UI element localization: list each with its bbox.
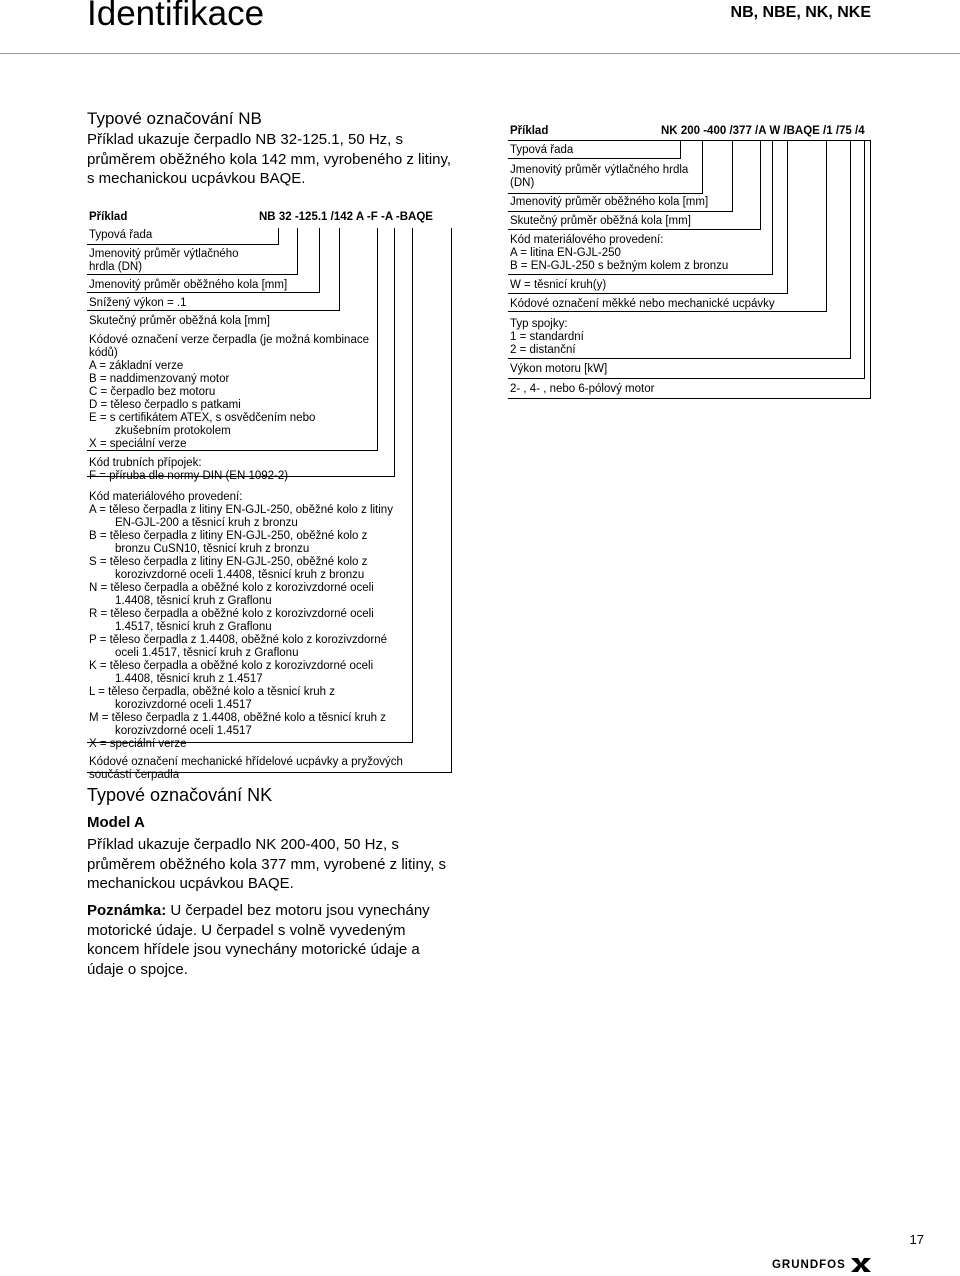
nk-code-part: /BAQE: [783, 125, 820, 137]
nk-code-part: NK: [661, 125, 678, 137]
nb-code: [259, 211, 433, 223]
nk-code-part: /A: [755, 125, 767, 137]
nk-heading: Typové označování NK: [87, 785, 273, 805]
nk-material: A = litina EN-GJL-250: [510, 247, 621, 259]
page-number: 17: [909, 1232, 924, 1247]
nk-intro-line: Příklad ukazuje čerpadlo NK 200-400, 50 Hz, s: [87, 836, 399, 853]
nk-code-part: 200: [680, 125, 701, 137]
nb-material: B = těleso čerpadla z litiny EN-GJL-250, oběžné kolo z: [89, 530, 368, 542]
nk-intro: [87, 835, 446, 894]
nk-dn: (DN): [510, 177, 535, 189]
brand-logo: [772, 1256, 872, 1274]
nk-note-line: motorické údaje. U čerpadel s volně vyvedeným: [87, 921, 406, 939]
nk-wear: W = těsnicí kruh(y): [510, 279, 607, 291]
nb-code-part: 32: [278, 211, 292, 223]
nb-dn: Jmenovitý průměr výtlačného: [89, 248, 239, 260]
nk-model: Model A: [87, 814, 145, 831]
grundfos-x-icon: [850, 1256, 872, 1274]
nb-code-part: A: [355, 211, 364, 223]
nb-code-part: .1: [317, 211, 328, 223]
nb-version: C = čerpadlo bez motoru: [89, 386, 216, 398]
nb-material: L = těleso čerpadla, oběžné kolo a těsnicí kruh z: [89, 686, 336, 698]
nb-version: X = speciální verze: [89, 438, 187, 450]
nk-note-line: údaje o spojce.: [87, 960, 188, 978]
header-rule: [0, 53, 960, 54]
nk-material: Kód materiálového provedení:: [510, 234, 664, 246]
nk-coupling: 2 = distanční: [510, 344, 576, 356]
nb-material: N = těleso čerpadla a oběžné kolo z korozivzdorné oceli: [89, 582, 374, 594]
nb-material: 1.4408, těsnicí kruh z Graflonu: [115, 595, 272, 607]
nk-dn: Jmenovitý průměr výtlačného hrdla: [510, 164, 689, 176]
nk-intro-line: mechanickou ucpávkou BAQE.: [87, 875, 294, 892]
nk-material: B = EN-GJL-250 s bežným kolem z bronzu: [510, 260, 729, 272]
nb-material: M = těleso čerpadla z 1.4408, oběžné kolo a těsnicí kruh z: [89, 712, 386, 724]
nb-material: bronzu CuSN10, těsnicí kruh z bronzu: [115, 543, 310, 555]
nb-version: E = s certifikátem ATEX, s osvědčením nebo: [89, 412, 316, 424]
nb-code-part: /142: [330, 211, 354, 223]
nk-note-line: koncem hřídele jsou vynechány motorické údaje a: [87, 941, 420, 958]
nk-coupling: 1 = standardní: [510, 331, 584, 343]
nb-material: S = těleso čerpadla z litiny EN-GJL-250, oběžné kolo z: [89, 556, 368, 568]
nb-pipe-title: Kód trubních přípojek:: [89, 457, 202, 469]
nk-code: [661, 125, 865, 137]
nk-intro-line: průměrem oběžného kola 377 mm, vyrobené z litiny, s: [87, 855, 447, 873]
nb-material: korozivzdorné oceli 1.4517: [115, 725, 252, 737]
nk-code-part: /75: [835, 125, 852, 137]
nb-dn: hrdla (DN): [89, 261, 143, 273]
nb-version: zkušebním protokolem: [115, 425, 231, 437]
nb-code-part: -F: [366, 211, 378, 223]
nk-coupling: Typ spojky:: [510, 318, 568, 330]
nb-code-part: -BAQE: [395, 211, 433, 223]
nb-intro-line: průměrem oběžného kola 142 mm, vyrobeného z litiny,: [87, 150, 452, 168]
nk-series: Typová řada: [510, 144, 574, 156]
nb-material: korozivzdorné oceli 1.4517: [115, 699, 252, 711]
nb-code-part: -A: [380, 211, 393, 223]
nb-intro-line: s mechanickou ucpávkou BAQE.: [87, 170, 306, 187]
header-models: NB, NBE, NK, NKE: [730, 4, 871, 21]
nk-code-part: -400: [703, 125, 727, 137]
nk-seal: Kódové označení měkké nebo mechanické ucpávky: [510, 298, 775, 310]
nb-version: D = těleso čerpadlo s patkami: [89, 399, 241, 411]
nk-code-part: /377: [729, 125, 752, 137]
nb-labels: [89, 229, 403, 782]
nk-note: [87, 901, 430, 979]
nb-material: oceli 1.4517, těsnicí kruh z Graflonu: [115, 647, 299, 659]
nk-poles: 2- , 4- , nebo 6-pólový motor: [510, 383, 655, 395]
nb-code-part: NB: [259, 211, 276, 223]
nk-nominal-dia: Jmenovitý průměr oběžného kola [mm]: [510, 196, 709, 208]
nb-material: korozivzdorné oceli 1.4408, těsnicí kruh z bronzu: [115, 569, 365, 581]
nb-version-title: kódů): [89, 347, 118, 359]
nb-seal: Kódové označení mechanické hřídelové ucpávky a pryžových: [89, 756, 403, 768]
nb-example-label: Příklad: [89, 211, 128, 223]
nb-material: R = těleso čerpadla a oběžné kolo z korozivzdorné oceli: [89, 608, 374, 620]
nk-code-part: /1: [823, 125, 833, 137]
nb-pipe: F = příruba dle normy DIN (EN 1092-2): [89, 470, 289, 482]
nk-actual-dia: Skutečný průměr oběžná kola [mm]: [510, 215, 691, 227]
nb-intro-line: Příklad ukazuje čerpadlo NB 32-125.1, 50 Hz, s: [87, 131, 404, 148]
nb-version: A = základní verze: [89, 360, 184, 372]
nb-material-title: Kód materiálového provedení:: [89, 491, 243, 503]
nk-power: Výkon motoru [kW]: [510, 363, 608, 375]
nb-material: X = speciální verze: [89, 738, 187, 750]
nb-material: 1.4408, těsnicí kruh z 1.4517: [115, 673, 263, 685]
nb-material: P = těleso čerpadla z 1.4408, oběžné kolo z korozivzdorné: [89, 634, 388, 646]
nb-material: A = těleso čerpadla z litiny EN-GJL-250, oběžné kolo z litiny: [89, 504, 393, 516]
nb-seal: součástí čerpadla: [89, 769, 180, 781]
nk-labels: [510, 144, 775, 396]
nb-actual-dia: Skutečný průměr oběžná kola [mm]: [89, 315, 270, 327]
nb-version-title: Kódové označení verze čerpadla (je možná kombinace: [89, 334, 369, 346]
nk-code-part: /4: [855, 125, 865, 137]
nb-material: 1.4517, těsnicí kruh z Graflonu: [115, 621, 272, 633]
nk-code-part: W: [769, 125, 781, 137]
nb-series: Typová řada: [89, 229, 153, 241]
nk-note-label: Poznámka:: [87, 902, 167, 919]
nb-intro: [87, 130, 451, 189]
nb-version: B = naddimenzovaný motor: [89, 373, 230, 385]
nb-material: EN-GJL-200 a těsnicí kruh z bronzu: [115, 517, 298, 529]
nb-material: K = těleso čerpadla a oběžné kolo z korozivzdorné oceli: [89, 660, 374, 672]
nb-reduced: Snížený výkon = .1: [89, 297, 187, 309]
page-title: Identifikace: [87, 0, 265, 33]
nk-note-line: U čerpadel bez motoru jsou vynechány: [166, 902, 430, 919]
nb-heading: Typové označování NB: [87, 109, 262, 128]
nb-nominal-dia: Jmenovitý průměr oběžného kola [mm]: [89, 279, 288, 291]
nk-example-label: Příklad: [510, 125, 549, 137]
brand-name: GRUNDFOS: [771, 1259, 846, 1272]
nb-code-part: -125: [294, 211, 318, 223]
